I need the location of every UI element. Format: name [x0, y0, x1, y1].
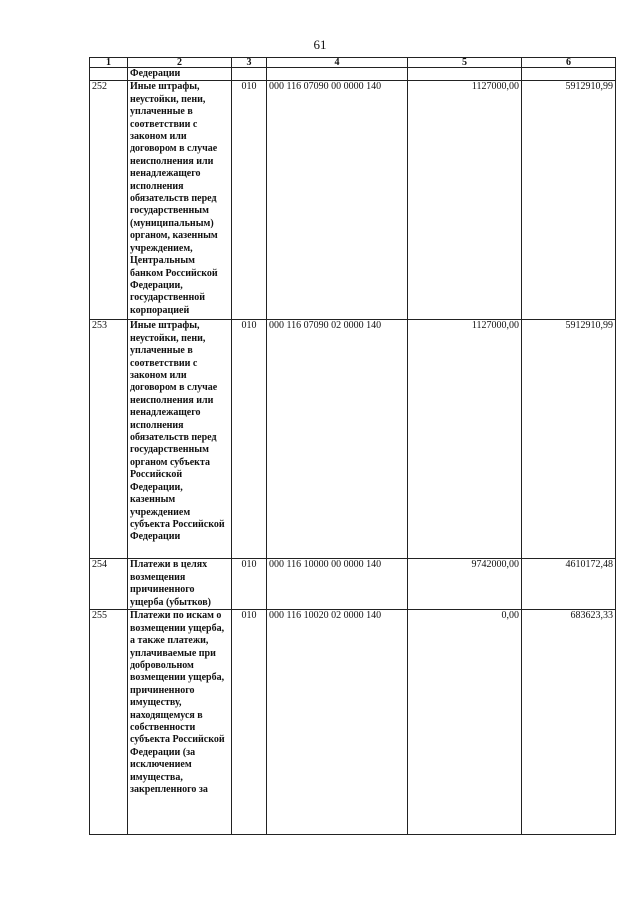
continuation-cell-6	[522, 68, 616, 81]
table-row	[90, 320, 616, 559]
table-row	[90, 81, 616, 320]
row-col3: 010	[232, 610, 267, 835]
table-row	[90, 559, 616, 610]
row-name: Платежи в целях возмещения причиненного ущерба (убытков)	[128, 559, 232, 610]
row-amount-6: 5912910,99	[522, 81, 616, 320]
row-index: 253	[90, 320, 128, 559]
column-header-1: 1	[90, 58, 128, 68]
column-header-5: 5	[408, 58, 522, 68]
row-amount-5: 9742000,00	[408, 559, 522, 610]
row-index: 254	[90, 559, 128, 610]
row-index: 255	[90, 610, 128, 835]
row-code: 000 116 10020 02 0000 140	[267, 610, 408, 835]
row-name: Иные штрафы, неустойки, пени, уплаченные в соответствии с законом или договором в случае неисполнения или ненадлежащего исполнения обязательств перед государственным органом субъекта Российской Федерации, казенным учреждением субъекта Российской Федерации	[128, 320, 232, 559]
row-name: Платежи по искам о возмещении ущерба, а также платежи, уплачиваемые при добровольном возмещении ущерба, причиненного имуществу, находящемуся в собственности субъекта Российской Федерации (за исключением имущества, закрепленного за	[128, 610, 232, 835]
row-amount-6: 5912910,99	[522, 320, 616, 559]
page-number: 61	[313, 37, 327, 52]
continuation-index-cell	[90, 68, 128, 81]
column-header-4: 4	[267, 58, 408, 68]
row-index: 252	[90, 81, 128, 320]
continuation-cell-3	[232, 68, 267, 81]
row-amount-5: 1127000,00	[408, 320, 522, 559]
continuation-name-cell: Федерации	[128, 68, 232, 81]
row-code: 000 116 07090 00 0000 140	[267, 81, 408, 320]
column-header-3: 3	[232, 58, 267, 68]
row-amount-6: 4610172,48	[522, 559, 616, 610]
column-header-6: 6	[522, 58, 616, 68]
budget-table	[89, 57, 616, 835]
row-col3: 010	[232, 559, 267, 610]
column-header-2: 2	[128, 58, 232, 68]
row-name: Иные штрафы, неустойки, пени, уплаченные в соответствии с законом или договором в случае неисполнения или ненадлежащего исполнения обязательств перед государственным (муниципальным) органом, казенным учреждением, Центральным банком Российской Федерации, государственной корпорацией	[128, 81, 232, 320]
row-col3: 010	[232, 320, 267, 559]
header-row	[90, 58, 616, 68]
continuation-row	[90, 68, 616, 81]
row-col3: 010	[232, 81, 267, 320]
continuation-cell-4	[267, 68, 408, 81]
row-code: 000 116 10000 00 0000 140	[267, 559, 408, 610]
row-amount-6: 683623,33	[522, 610, 616, 835]
row-code: 000 116 07090 02 0000 140	[267, 320, 408, 559]
continuation-cell-5	[408, 68, 522, 81]
table-row	[90, 610, 616, 835]
row-amount-5: 1127000,00	[408, 81, 522, 320]
row-amount-5: 0,00	[408, 610, 522, 835]
